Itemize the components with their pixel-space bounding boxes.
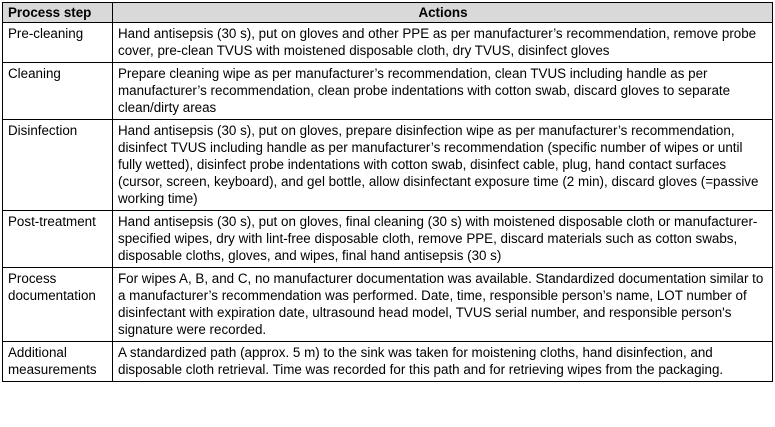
table-row xyxy=(3,211,773,268)
row-step-cell: Additional measurements xyxy=(3,342,113,382)
row-actions-cell: For wipes A, B, and C, no manufacturer documentation was available. Standardized documentation similar to a manufacturer’s recommendation was performed. Date, time, responsible person’s name, LOT number of disinfectant with expiration date, ultrasound head model, TVUS serial number, and responsible person's signature were recorded. xyxy=(113,268,773,342)
table-row xyxy=(3,120,773,211)
table-row xyxy=(3,63,773,120)
row-actions-cell: Hand antisepsis (30 s), put on gloves, final cleaning (30 s) with moistened disposable cloth or manufacturer-specified wipes, dry with lint-free disposable cloth, remove PPE, discard materials such as cotton swabs, disposable cloths, gloves, and wipes, final hand antisepsis (30 s) xyxy=(113,211,773,268)
row-actions-cell: Prepare cleaning wipe as per manufacturer’s recommendation, clean TVUS including handle as per manufacturer’s recommendation, clean probe indentations with cotton swab, discard gloves to separate clean/dirty areas xyxy=(113,63,773,120)
table-header-row xyxy=(3,3,773,23)
row-step-cell: Cleaning xyxy=(3,63,113,120)
table-row xyxy=(3,342,773,382)
row-actions-cell: Hand antisepsis (30 s), put on gloves, prepare disinfection wipe as per manufacturer’s recommendation, disinfect TVUS including handle as per manufacturer’s recommendation (specific number of wipes or until fully wetted), disinfect probe indentations with cotton swab, disinfect cable, plug, hand contact surfaces (cursor, screen, keyboard), and gel bottle, allow disinfectant exposure time (2 min), discard gloves (=passive working time) xyxy=(113,120,773,211)
row-actions-cell: Hand antisepsis (30 s), put on gloves and other PPE as per manufacturer’s recommendation, remove probe cover, pre-clean TVUS with moistened disposable cloth, dry TVUS, disinfect gloves xyxy=(113,23,773,63)
header-process-step: Process step xyxy=(3,3,113,23)
row-step-cell: Post-treatment xyxy=(3,211,113,268)
table-row xyxy=(3,23,773,63)
process-table-container xyxy=(2,2,772,382)
row-step-cell: Process documentation xyxy=(3,268,113,342)
row-actions-cell: A standardized path (approx. 5 m) to the sink was taken for moistening cloths, hand disinfection, and disposable cloth retrieval. Time was recorded for this path and for retrieving wipes from the packaging. xyxy=(113,342,773,382)
row-step-cell: Disinfection xyxy=(3,120,113,211)
row-step-cell: Pre-cleaning xyxy=(3,23,113,63)
table-row xyxy=(3,268,773,342)
process-steps-table xyxy=(2,2,773,382)
header-actions: Actions xyxy=(113,3,773,23)
